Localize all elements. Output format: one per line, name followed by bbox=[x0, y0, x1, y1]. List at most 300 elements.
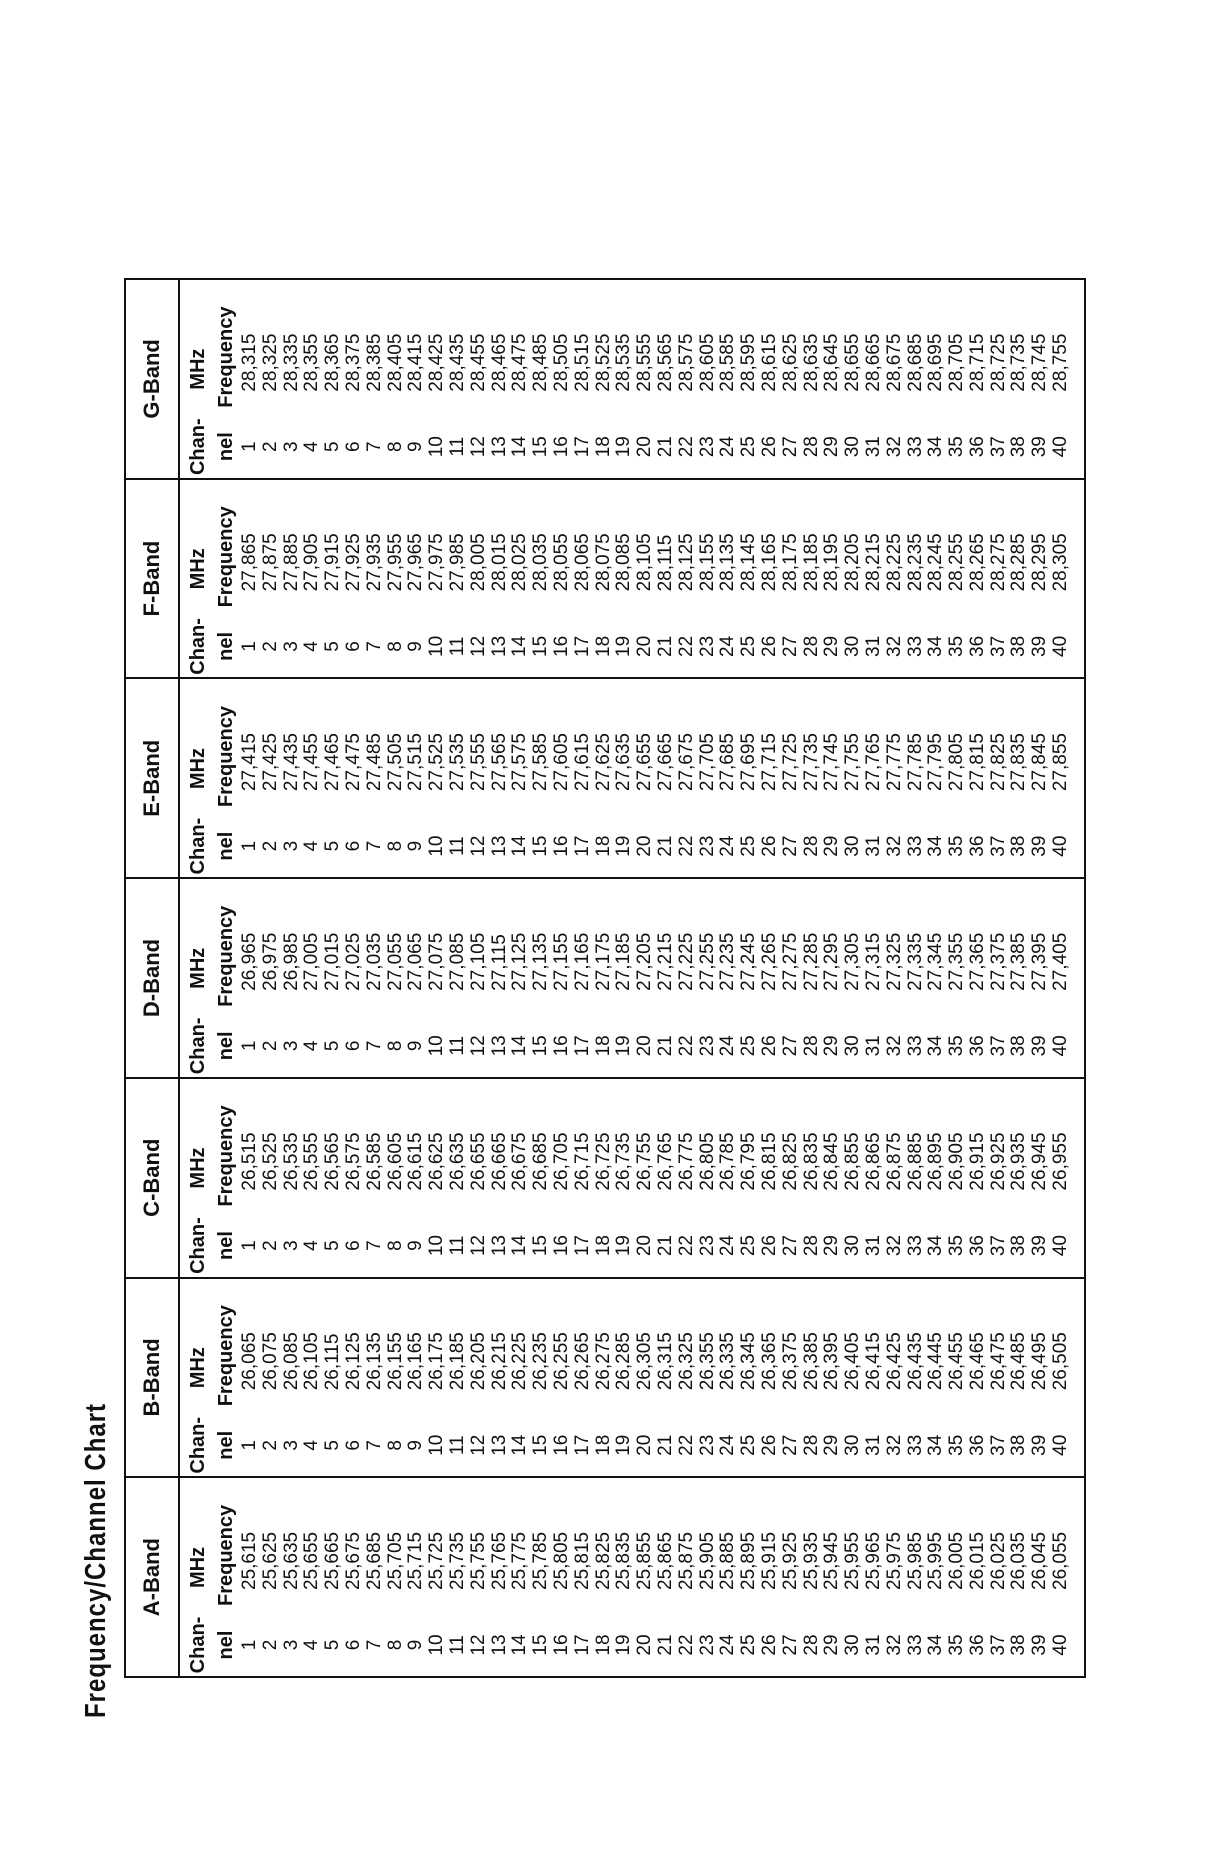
channel-cell: 22 bbox=[675, 1434, 697, 1456]
band-d-band bbox=[126, 877, 1084, 1077]
frequency-cell: 28,085 bbox=[613, 533, 635, 592]
channel-cell: 35 bbox=[946, 436, 968, 458]
frequency-cell: 25,935 bbox=[800, 1531, 822, 1590]
band-e-band bbox=[126, 677, 1084, 877]
frequency-cell: 27,755 bbox=[842, 733, 864, 792]
frequency-cell: 27,395 bbox=[1029, 932, 1051, 991]
channel-cell: 28 bbox=[800, 835, 822, 857]
frequency-cell: 25,725 bbox=[426, 1531, 448, 1590]
channel-header: Chan- bbox=[187, 1416, 209, 1474]
frequency-cell: 28,515 bbox=[571, 333, 593, 392]
channel-cell: 17 bbox=[571, 436, 593, 458]
frequency-cell: 27,365 bbox=[966, 932, 988, 991]
channel-header: nel bbox=[215, 1231, 237, 1261]
frequency-cell: 28,575 bbox=[675, 333, 697, 392]
frequency-cell: 27,565 bbox=[488, 733, 510, 792]
channel-cell: 31 bbox=[862, 635, 884, 657]
frequency-cell: 25,885 bbox=[717, 1531, 739, 1590]
channel-cell: 40 bbox=[1050, 635, 1072, 657]
frequency-cell: 28,735 bbox=[1008, 333, 1030, 392]
frequency-cell: 26,905 bbox=[946, 1132, 968, 1191]
frequency-cell: 27,175 bbox=[592, 932, 614, 991]
frequency-cell: 28,255 bbox=[946, 533, 968, 592]
channel-cell: 27 bbox=[779, 635, 801, 657]
band-columns bbox=[180, 1279, 1084, 1477]
channel-cell: 14 bbox=[509, 1634, 531, 1656]
frequency-cell: 26,985 bbox=[280, 932, 302, 991]
frequency-cell: 27,885 bbox=[280, 533, 302, 592]
channel-header: nel bbox=[215, 1430, 237, 1460]
page-title: Frequency/Channel Chart bbox=[80, 1402, 113, 1718]
frequency-cell: 26,065 bbox=[239, 1332, 260, 1391]
channel-cell: 1 bbox=[239, 840, 260, 852]
channel-cell: 25 bbox=[738, 1434, 760, 1456]
frequency-cell: 26,865 bbox=[862, 1132, 884, 1191]
frequency-cell: 27,725 bbox=[779, 733, 801, 792]
channel-cell: 36 bbox=[966, 1035, 988, 1057]
frequency-cell: 28,605 bbox=[696, 333, 718, 392]
frequency-cell: 26,085 bbox=[280, 1332, 302, 1391]
frequency-cell: 27,865 bbox=[239, 533, 260, 592]
channel-cell: 7 bbox=[363, 1240, 385, 1251]
frequency-cell: 26,135 bbox=[363, 1332, 385, 1391]
frequency-cell: 26,385 bbox=[800, 1332, 822, 1391]
channel-cell: 21 bbox=[654, 1235, 676, 1257]
frequency-header: Frequency bbox=[215, 1105, 237, 1207]
band-columns bbox=[180, 679, 1084, 877]
frequency-cell: 27,525 bbox=[426, 733, 448, 792]
frequency-cell: 26,575 bbox=[342, 1132, 364, 1191]
frequency-cell: 27,975 bbox=[426, 533, 448, 592]
channel-cell: 4 bbox=[301, 441, 323, 452]
channel-cell: 34 bbox=[925, 1434, 947, 1456]
channel-cell: 2 bbox=[259, 441, 281, 452]
channel-cell: 5 bbox=[322, 1639, 344, 1651]
frequency-cell: 26,845 bbox=[821, 1132, 843, 1191]
frequency-cell: 27,695 bbox=[738, 733, 760, 792]
channel-cell: 29 bbox=[821, 1035, 843, 1057]
frequency-cell: 27,055 bbox=[384, 932, 406, 991]
channel-cell: 33 bbox=[904, 436, 926, 458]
frequency-cell: 25,735 bbox=[446, 1531, 468, 1590]
frequency-cell: 27,875 bbox=[259, 533, 281, 592]
frequency-cell: 26,005 bbox=[946, 1531, 968, 1590]
frequency-cell: 27,425 bbox=[259, 733, 281, 792]
frequency-cell: 27,615 bbox=[571, 733, 593, 792]
channel-cell: 30 bbox=[842, 436, 864, 458]
channel-cell: 22 bbox=[675, 635, 697, 657]
frequency-cell: 27,985 bbox=[446, 533, 468, 592]
channel-cell: 28 bbox=[800, 1235, 822, 1257]
band-columns bbox=[180, 280, 1084, 478]
channel-cell: 3 bbox=[280, 840, 302, 852]
channel-cell: 14 bbox=[509, 835, 531, 857]
channel-cell: 10 bbox=[426, 635, 448, 657]
frequency-cell: 25,975 bbox=[883, 1531, 905, 1590]
frequency-cell: 26,675 bbox=[509, 1132, 531, 1191]
channel-cell: 8 bbox=[384, 1240, 406, 1251]
frequency-cell: 26,235 bbox=[530, 1332, 552, 1391]
channel-cell: 34 bbox=[925, 835, 947, 857]
frequency-header: MHz bbox=[187, 947, 209, 989]
channel-cell: 20 bbox=[634, 1434, 656, 1456]
channel-cell: 2 bbox=[259, 1440, 281, 1451]
channel-cell: 4 bbox=[301, 1240, 323, 1251]
frequency-cell: 26,255 bbox=[550, 1332, 572, 1391]
frequency-cell: 28,075 bbox=[592, 533, 614, 592]
channel-cell: 27 bbox=[779, 1035, 801, 1057]
channel-cell: 8 bbox=[384, 441, 406, 452]
channel-cell: 7 bbox=[363, 840, 385, 852]
frequency-cell: 26,015 bbox=[966, 1531, 988, 1590]
frequency-cell: 28,035 bbox=[530, 533, 552, 592]
channel-cell: 40 bbox=[1050, 835, 1072, 857]
frequency-cell: 28,685 bbox=[904, 333, 926, 392]
frequency-cell: 27,665 bbox=[654, 733, 676, 792]
frequency-cell: 28,485 bbox=[530, 333, 552, 392]
frequency-cell: 27,705 bbox=[696, 733, 718, 792]
channel-cell: 20 bbox=[634, 1634, 656, 1656]
channel-cell: 28 bbox=[800, 1634, 822, 1656]
channel-column bbox=[184, 1614, 1084, 1676]
frequency-cell: 27,935 bbox=[363, 533, 385, 592]
frequency-cell: 28,195 bbox=[821, 533, 843, 592]
channel-cell: 31 bbox=[862, 1634, 884, 1656]
frequency-cell: 26,655 bbox=[467, 1132, 489, 1191]
channel-cell: 40 bbox=[1050, 1035, 1072, 1057]
channel-cell: 35 bbox=[946, 635, 968, 657]
band-a-band bbox=[126, 1476, 1084, 1676]
channel-cell: 15 bbox=[530, 835, 552, 857]
frequency-cell: 28,285 bbox=[1008, 533, 1030, 592]
frequency-cell: 28,135 bbox=[717, 533, 739, 592]
frequency-cell: 25,705 bbox=[384, 1531, 406, 1590]
channel-cell: 3 bbox=[280, 1440, 302, 1451]
frequency-cell: 25,825 bbox=[592, 1531, 614, 1590]
frequency-cell: 27,285 bbox=[800, 932, 822, 991]
frequency-cell: 27,155 bbox=[550, 932, 572, 991]
channel-header: Chan- bbox=[187, 817, 209, 875]
channel-cell: 13 bbox=[488, 835, 510, 857]
channel-cell: 31 bbox=[862, 1235, 884, 1257]
frequency-column bbox=[184, 280, 1084, 416]
frequency-cell: 25,895 bbox=[738, 1531, 760, 1590]
frequency-cell: 25,875 bbox=[675, 1531, 697, 1590]
channel-cell: 29 bbox=[821, 1434, 843, 1456]
channel-header: nel bbox=[215, 432, 237, 462]
frequency-cell: 25,835 bbox=[613, 1531, 635, 1590]
frequency-cell: 28,175 bbox=[779, 533, 801, 592]
band-title: G-Band bbox=[126, 280, 180, 478]
channel-cell: 11 bbox=[446, 836, 468, 856]
channel-cell: 17 bbox=[571, 835, 593, 857]
band-title: A-Band bbox=[126, 1478, 180, 1676]
channel-cell: 15 bbox=[530, 1035, 552, 1057]
channel-cell: 39 bbox=[1029, 1434, 1051, 1456]
channel-cell: 32 bbox=[883, 835, 905, 857]
frequency-cell: 26,555 bbox=[301, 1132, 323, 1191]
frequency-cell: 25,985 bbox=[904, 1531, 926, 1590]
frequency-cell: 27,035 bbox=[363, 932, 385, 991]
channel-cell: 30 bbox=[842, 1434, 864, 1456]
frequency-cell: 28,005 bbox=[467, 533, 489, 592]
frequency-cell: 26,875 bbox=[883, 1132, 905, 1191]
channel-cell: 13 bbox=[488, 1235, 510, 1257]
frequency-cell: 27,005 bbox=[301, 932, 323, 991]
channel-cell: 34 bbox=[925, 1235, 947, 1257]
frequency-cell: 27,455 bbox=[301, 733, 323, 792]
channel-cell: 32 bbox=[883, 1035, 905, 1057]
frequency-cell: 25,815 bbox=[571, 1531, 593, 1590]
channel-cell: 36 bbox=[966, 1434, 988, 1456]
rotated-page bbox=[80, 278, 1080, 1718]
frequency-cell: 26,175 bbox=[426, 1332, 448, 1391]
channel-cell: 12 bbox=[467, 635, 489, 657]
channel-cell: 13 bbox=[488, 1634, 510, 1656]
channel-cell: 33 bbox=[904, 1634, 926, 1656]
channel-cell: 19 bbox=[613, 1434, 635, 1456]
frequency-cell: 28,555 bbox=[634, 333, 656, 392]
channel-cell: 20 bbox=[634, 835, 656, 857]
channel-cell: 18 bbox=[592, 1634, 614, 1656]
channel-cell: 16 bbox=[550, 1035, 572, 1057]
channel-cell: 30 bbox=[842, 1235, 864, 1257]
channel-cell: 23 bbox=[696, 835, 718, 857]
frequency-cell: 25,765 bbox=[488, 1531, 510, 1590]
frequency-cell: 27,405 bbox=[1050, 932, 1072, 991]
channel-cell: 10 bbox=[426, 1235, 448, 1257]
channel-cell: 13 bbox=[488, 436, 510, 458]
channel-cell: 29 bbox=[821, 1634, 843, 1656]
channel-cell: 6 bbox=[342, 1040, 364, 1052]
channel-cell: 15 bbox=[530, 1434, 552, 1456]
channel-cell: 9 bbox=[405, 840, 427, 852]
channel-cell: 39 bbox=[1029, 436, 1051, 458]
frequency-cell: 28,335 bbox=[280, 333, 302, 392]
frequency-header: MHz bbox=[187, 1546, 209, 1588]
channel-cell: 28 bbox=[800, 635, 822, 657]
channel-cell: 2 bbox=[259, 1040, 281, 1052]
frequency-cell: 26,725 bbox=[592, 1132, 614, 1191]
channel-header: Chan- bbox=[187, 418, 209, 476]
frequency-cell: 26,315 bbox=[654, 1332, 676, 1391]
frequency-header: Frequency bbox=[215, 306, 237, 408]
frequency-cell: 27,555 bbox=[467, 733, 489, 792]
frequency-cell: 25,965 bbox=[862, 1531, 884, 1590]
channel-cell: 20 bbox=[634, 436, 656, 458]
band-columns bbox=[180, 1478, 1084, 1676]
channel-cell: 36 bbox=[966, 1634, 988, 1656]
frequency-cell: 26,565 bbox=[322, 1132, 344, 1191]
channel-cell: 25 bbox=[738, 635, 760, 657]
frequency-cell: 28,525 bbox=[592, 333, 614, 392]
frequency-cell: 25,775 bbox=[509, 1531, 531, 1590]
frequency-header: MHz bbox=[187, 1347, 209, 1389]
frequency-cell: 27,745 bbox=[821, 733, 843, 792]
channel-cell: 9 bbox=[405, 1040, 427, 1052]
frequency-cell: 28,115 bbox=[654, 534, 676, 592]
frequency-cell: 28,155 bbox=[696, 533, 718, 592]
frequency-cell: 26,425 bbox=[883, 1332, 905, 1391]
channel-cell: 35 bbox=[946, 1035, 968, 1057]
channel-cell: 17 bbox=[571, 1235, 593, 1257]
channel-cell: 12 bbox=[467, 1035, 489, 1057]
channel-cell: 31 bbox=[862, 835, 884, 857]
frequency-cell: 26,225 bbox=[509, 1332, 531, 1391]
channel-cell: 3 bbox=[280, 1240, 302, 1251]
channel-cell: 23 bbox=[696, 1235, 718, 1257]
frequency-cell: 27,845 bbox=[1029, 733, 1051, 792]
channel-cell: 8 bbox=[384, 840, 406, 852]
channel-cell: 26 bbox=[758, 635, 780, 657]
channel-header: nel bbox=[215, 1031, 237, 1061]
frequency-cell: 28,205 bbox=[842, 533, 864, 592]
frequency-cell: 26,405 bbox=[842, 1332, 864, 1391]
frequency-cell: 26,635 bbox=[446, 1132, 468, 1191]
frequency-cell: 28,375 bbox=[342, 333, 364, 392]
frequency-cell: 25,995 bbox=[925, 1531, 947, 1590]
frequency-cell: 26,435 bbox=[904, 1332, 926, 1391]
frequency-cell: 27,315 bbox=[862, 932, 884, 991]
frequency-cell: 26,155 bbox=[384, 1332, 406, 1391]
band-b-band bbox=[126, 1277, 1084, 1477]
frequency-cell: 28,145 bbox=[738, 533, 760, 592]
channel-cell: 23 bbox=[696, 1035, 718, 1057]
frequency-cell: 26,795 bbox=[738, 1132, 760, 1191]
channel-cell: 21 bbox=[654, 635, 676, 657]
channel-cell: 5 bbox=[322, 1040, 344, 1052]
channel-column bbox=[184, 615, 1084, 677]
channel-cell: 9 bbox=[405, 1440, 427, 1451]
channel-cell: 10 bbox=[426, 1035, 448, 1057]
frequency-cell: 28,185 bbox=[800, 533, 822, 592]
channel-cell: 25 bbox=[738, 835, 760, 857]
frequency-cell: 26,395 bbox=[821, 1332, 843, 1391]
channel-cell: 22 bbox=[675, 1035, 697, 1057]
channel-cell: 27 bbox=[779, 1235, 801, 1257]
channel-cell: 33 bbox=[904, 835, 926, 857]
channel-cell: 25 bbox=[738, 1634, 760, 1656]
channel-cell: 21 bbox=[654, 436, 676, 458]
channel-cell: 35 bbox=[946, 1235, 968, 1257]
frequency-cell: 26,855 bbox=[842, 1132, 864, 1191]
channel-cell: 17 bbox=[571, 635, 593, 657]
frequency-cell: 27,205 bbox=[634, 932, 656, 991]
channel-cell: 21 bbox=[654, 1434, 676, 1456]
band-columns bbox=[180, 879, 1084, 1077]
frequency-column bbox=[184, 879, 1084, 1015]
frequency-cell: 27,775 bbox=[883, 733, 905, 792]
frequency-cell: 27,515 bbox=[405, 733, 427, 792]
channel-cell: 25 bbox=[738, 1035, 760, 1057]
frequency-cell: 26,755 bbox=[634, 1132, 656, 1191]
channel-header: nel bbox=[215, 1630, 237, 1660]
channel-cell: 33 bbox=[904, 1035, 926, 1057]
channel-cell: 5 bbox=[322, 641, 344, 652]
frequency-header: MHz bbox=[187, 348, 209, 390]
frequency-cell: 28,585 bbox=[717, 333, 739, 392]
channel-cell: 27 bbox=[779, 835, 801, 857]
channel-cell: 18 bbox=[592, 436, 614, 458]
frequency-cell: 27,835 bbox=[1008, 733, 1030, 792]
channel-cell: 17 bbox=[571, 1035, 593, 1057]
channel-cell: 34 bbox=[925, 1634, 947, 1656]
channel-cell: 10 bbox=[426, 1634, 448, 1656]
frequency-cell: 25,855 bbox=[634, 1531, 656, 1590]
channel-cell: 9 bbox=[405, 441, 427, 452]
channel-cell: 7 bbox=[363, 441, 385, 452]
frequency-cell: 27,505 bbox=[384, 733, 406, 792]
channel-cell: 37 bbox=[987, 1235, 1009, 1257]
channel-cell: 35 bbox=[946, 1434, 968, 1456]
frequency-cell: 27,625 bbox=[592, 733, 614, 792]
channel-cell: 5 bbox=[322, 840, 344, 852]
frequency-cell: 27,335 bbox=[904, 932, 926, 991]
frequency-cell: 28,595 bbox=[738, 333, 760, 392]
frequency-cell: 26,215 bbox=[488, 1332, 510, 1391]
frequency-cell: 27,675 bbox=[675, 733, 697, 792]
channel-cell: 20 bbox=[634, 1035, 656, 1057]
channel-column bbox=[184, 1015, 1084, 1077]
frequency-cell: 28,705 bbox=[946, 333, 968, 392]
channel-cell: 32 bbox=[883, 1634, 905, 1656]
frequency-header: Frequency bbox=[215, 1504, 237, 1606]
frequency-cell: 26,945 bbox=[1029, 1132, 1051, 1191]
channel-cell: 8 bbox=[384, 1440, 406, 1451]
frequency-cell: 28,265 bbox=[966, 533, 988, 592]
frequency-header: MHz bbox=[187, 548, 209, 590]
channel-cell: 33 bbox=[904, 635, 926, 657]
frequency-cell: 27,715 bbox=[758, 733, 780, 792]
frequency-cell: 27,135 bbox=[530, 932, 552, 991]
frequency-cell: 28,325 bbox=[259, 333, 281, 392]
frequency-cell: 27,345 bbox=[925, 932, 947, 991]
frequency-cell: 27,465 bbox=[322, 733, 344, 792]
frequency-header: MHz bbox=[187, 748, 209, 790]
channel-cell: 7 bbox=[363, 1040, 385, 1052]
frequency-cell: 27,475 bbox=[342, 733, 364, 792]
channel-header: nel bbox=[215, 831, 237, 861]
channel-cell: 37 bbox=[987, 1634, 1009, 1656]
channel-header: Chan- bbox=[187, 1616, 209, 1674]
channel-cell: 27 bbox=[779, 436, 801, 458]
channel-cell: 4 bbox=[301, 1639, 323, 1651]
frequency-cell: 28,665 bbox=[862, 333, 884, 392]
channel-cell: 16 bbox=[550, 635, 572, 657]
channel-cell: 29 bbox=[821, 1235, 843, 1257]
channel-cell: 4 bbox=[301, 1040, 323, 1052]
band-columns bbox=[180, 480, 1084, 678]
channel-cell: 19 bbox=[613, 1235, 635, 1257]
frequency-cell: 26,685 bbox=[530, 1132, 552, 1191]
channel-cell: 22 bbox=[675, 436, 697, 458]
channel-cell: 31 bbox=[862, 1035, 884, 1057]
band-title: B-Band bbox=[126, 1279, 180, 1477]
frequency-cell: 27,585 bbox=[530, 733, 552, 792]
frequency-cell: 28,535 bbox=[613, 333, 635, 392]
channel-cell: 37 bbox=[987, 635, 1009, 657]
channel-cell: 28 bbox=[800, 1434, 822, 1456]
frequency-cell: 27,125 bbox=[509, 932, 531, 991]
channel-cell: 18 bbox=[592, 1035, 614, 1057]
channel-cell: 1 bbox=[239, 441, 260, 452]
frequency-cell: 28,425 bbox=[426, 333, 448, 392]
frequency-cell: 28,505 bbox=[550, 333, 572, 392]
frequency-cell: 26,265 bbox=[571, 1332, 593, 1391]
frequency-cell: 28,025 bbox=[509, 533, 531, 592]
channel-column bbox=[184, 1215, 1084, 1277]
frequency-cell: 27,025 bbox=[342, 932, 364, 991]
